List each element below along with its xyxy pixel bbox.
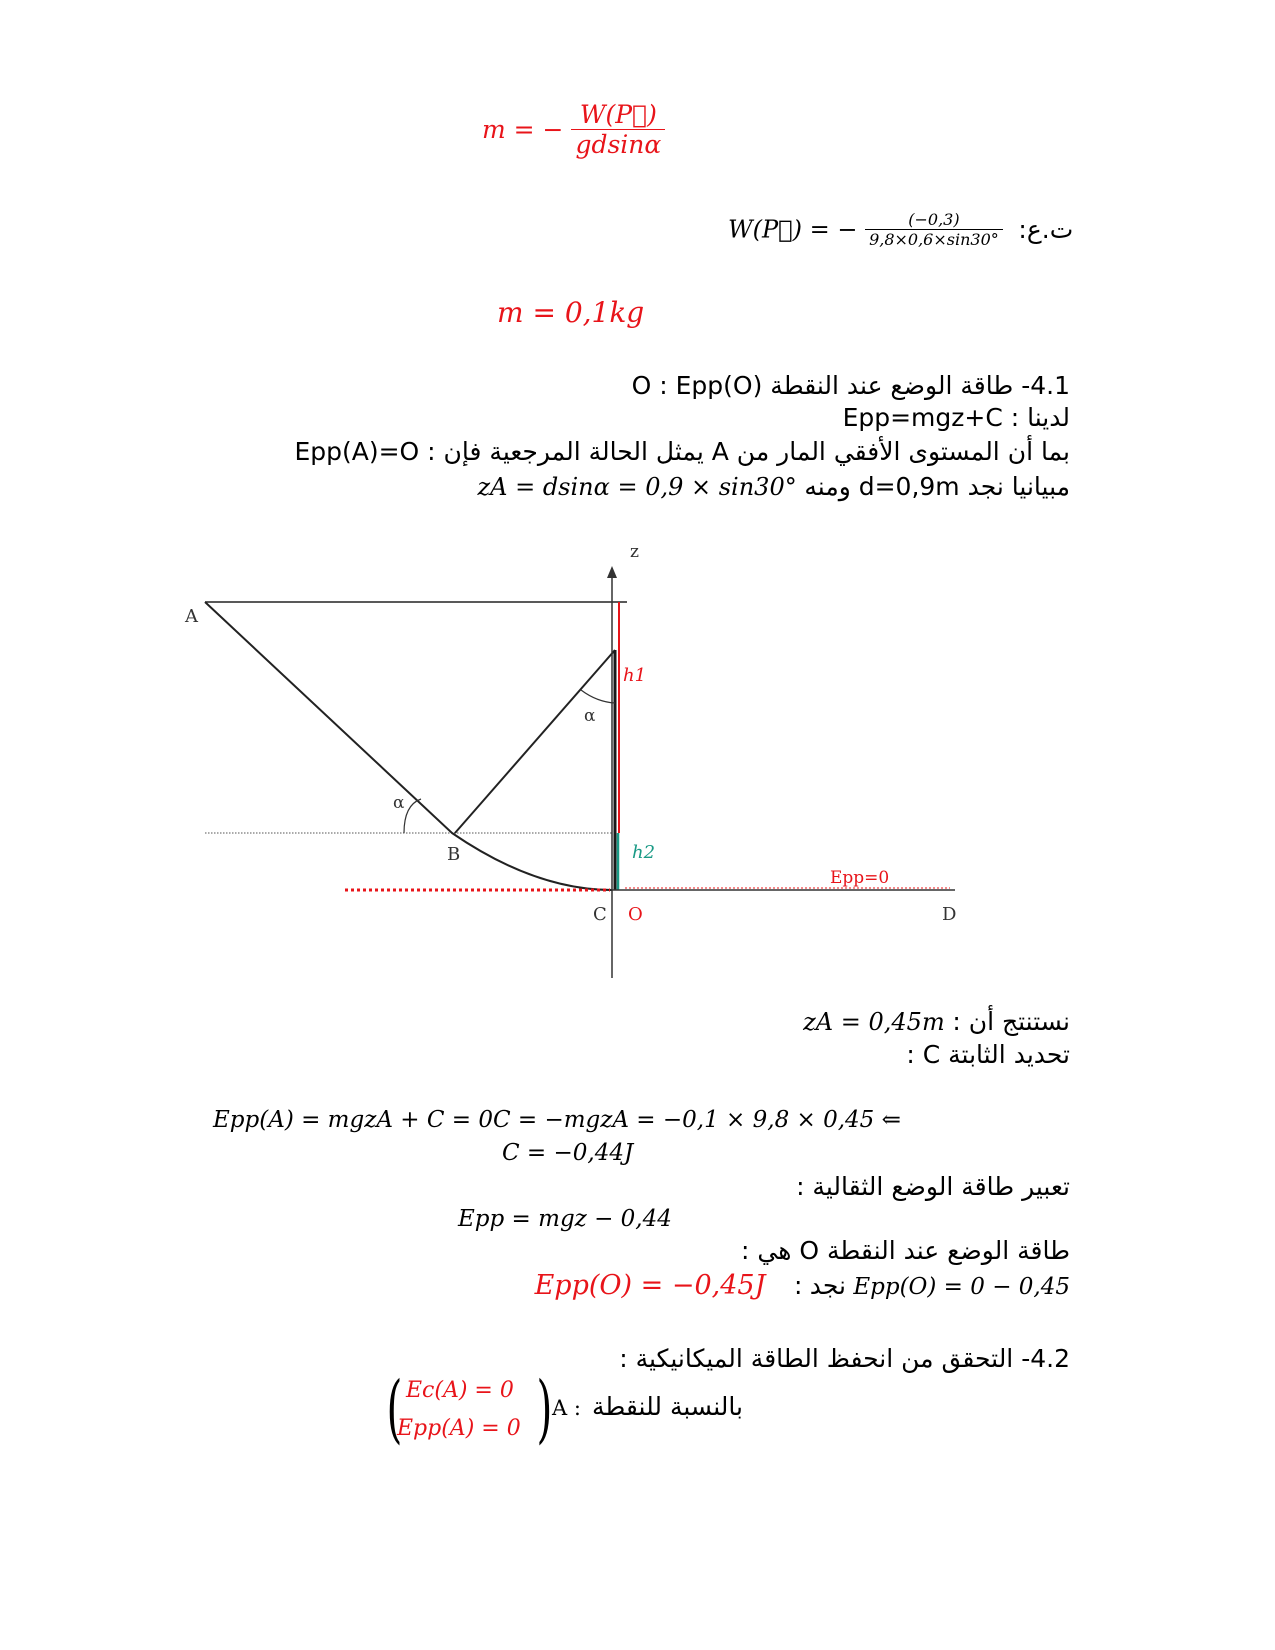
label-a: A <box>185 606 198 627</box>
label-o: O <box>628 904 643 925</box>
mass-formula-lhs: m = − <box>482 115 564 144</box>
section-41-line4-text: مبيانيا نجد d=0,9m ومنه <box>804 472 1070 501</box>
label-d: D <box>942 904 957 925</box>
incline-line <box>455 650 615 833</box>
section-42-title: 4.2- التحقق من انحفظ الطاقة الميكانيكية : <box>619 1344 1070 1373</box>
label-h2: h2 <box>632 842 656 863</box>
numeric-application <box>728 210 1073 249</box>
numeric-fraction <box>865 210 1003 249</box>
numeric-lhs: W(P⃗) = − <box>728 215 858 244</box>
angle-label-b: α <box>393 793 405 813</box>
track-ab-curve <box>205 602 612 890</box>
constant-title: تحديد الثابتة C : <box>906 1040 1070 1069</box>
label-epp-zero: Epp=0 <box>830 868 890 888</box>
numeric-label: ت.ع: <box>1018 215 1074 244</box>
angle-arc-top <box>581 690 615 703</box>
angle-arc-b <box>404 799 421 833</box>
numeric-numerator: (−0,3) <box>908 210 960 229</box>
epp-o-calc-text: نجد <box>809 1271 847 1300</box>
point-a-text: بالنسبة للنقطة <box>592 1392 743 1421</box>
label-b: B <box>447 844 461 865</box>
section-41-line4 <box>477 472 1070 501</box>
section-41-line2: لدينا : Epp=mgz+C <box>842 403 1070 432</box>
point-a-label: A : <box>552 1396 581 1420</box>
label-h1: h1 <box>623 665 647 686</box>
section-41-title: 4.1- طاقة الوضع عند النقطة O : Epp(O) <box>631 371 1070 400</box>
epp-o-calc: Epp(O) = 0 − 0,45 <box>853 1274 1070 1300</box>
za-value: zA = 0,45m <box>803 1008 945 1036</box>
system-left-paren: ( <box>386 1366 403 1452</box>
z-axis-arrow <box>607 566 617 578</box>
mass-result: m = 0,1kg <box>497 296 645 329</box>
system-line-1: Ec(A) = 0 <box>406 1378 514 1403</box>
constant-equation: Epp(A) = mgzA + C = 0C = −mgzA = −0,1 × 9,8 × 0,45 ⇐ <box>213 1107 901 1133</box>
constant-result: C = −0,44J <box>502 1140 634 1166</box>
section-41-line3: بما أن المستوى الأفقي المار من A يمثل الحالة المرجعية فإن : Epp(A)=O <box>294 437 1070 466</box>
label-c: C <box>593 904 607 925</box>
system-right-paren: ) <box>536 1366 553 1452</box>
za-text: نستنتج أن : <box>952 1007 1070 1036</box>
mass-formula <box>482 100 665 159</box>
za-expression: zA = dsinα = 0,9 × sin30° <box>477 473 797 501</box>
epp-o-result: Epp(O) = −0,45J <box>534 1270 766 1301</box>
potential-energy-expression: Epp = mgz − 0,44 <box>458 1206 672 1232</box>
expression-title: تعبير طاقة الوضع الثقالية : <box>796 1172 1070 1201</box>
mass-formula-fraction <box>571 100 665 159</box>
numeric-denominator: 9,8×0,6×sin30° <box>865 229 1003 249</box>
mass-formula-denominator: gdsinα <box>571 129 665 159</box>
epp-o-title: طاقة الوضع عند النقطة O هي : <box>741 1236 1070 1265</box>
epp-o-colon: : <box>794 1271 803 1300</box>
system-line-2: Epp(A) = 0 <box>397 1416 521 1441</box>
mass-formula-numerator: W(P⃗) <box>579 100 657 129</box>
energy-diagram <box>180 540 980 985</box>
axis-label-z: z <box>630 542 639 562</box>
za-conclusion <box>803 1007 1070 1036</box>
angle-label-top: α <box>584 706 596 726</box>
epp-o-line <box>535 1270 1070 1301</box>
